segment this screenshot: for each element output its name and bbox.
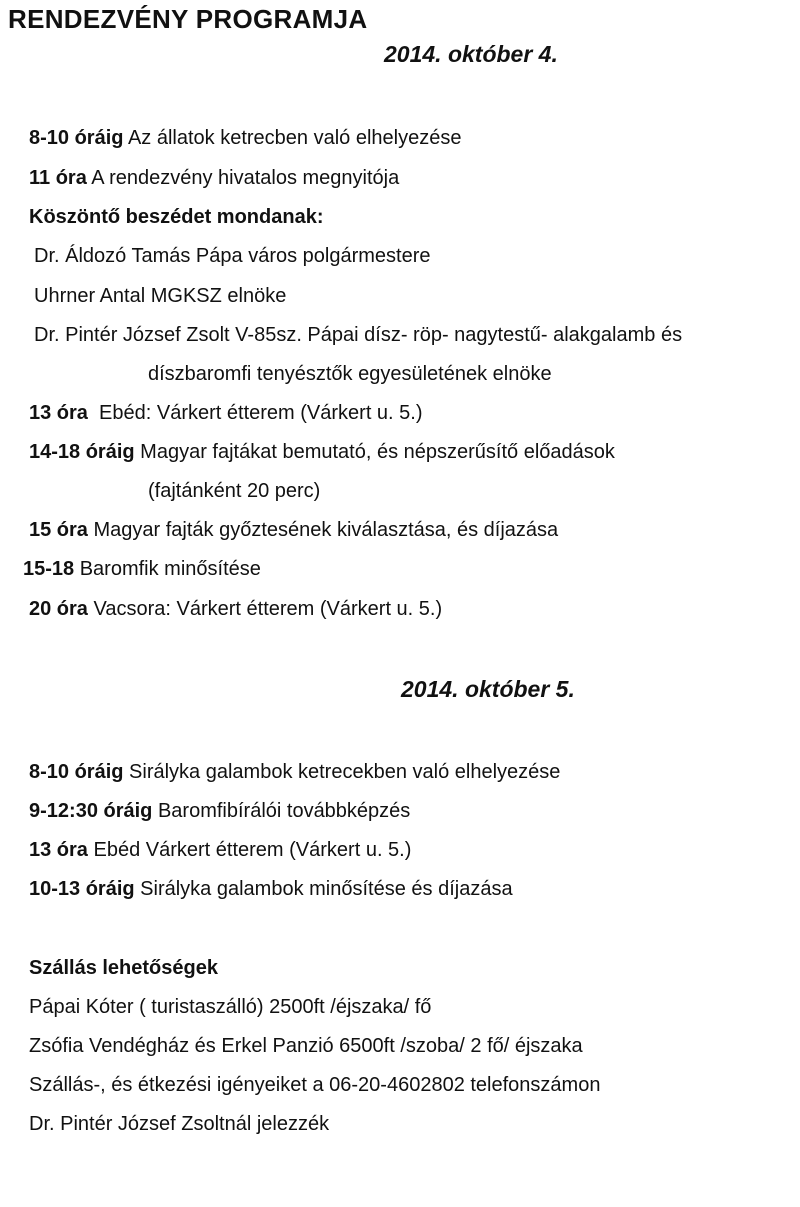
item-text: Magyar fajták győztesének kiválasztása, és díjazása — [87, 519, 559, 541]
schedule-item — [29, 166, 399, 190]
speaker-line: Uhrner Antal MGKSZ elnöke — [34, 285, 287, 307]
accommodation-heading: Szállás lehetőségek — [29, 957, 218, 979]
item-time: 8-10 óráig — [29, 761, 124, 783]
day1-date: 2014. október 4. — [384, 41, 558, 67]
accommodation-line: Szállás-, és étkezési igényeiket a 06-20-4602802 telefonszámon — [29, 1074, 601, 1096]
item-text: A rendezvény hivatalos megnyitója — [86, 167, 400, 189]
item-text: Vacsora: Várkert étterem (Várkert u. 5.) — [87, 598, 443, 620]
schedule-item — [29, 799, 410, 823]
schedule-item — [29, 760, 560, 784]
item-time: 9-12:30 óráig — [29, 800, 153, 822]
item-time: 20 óra — [29, 598, 88, 620]
item-text: Sirályka galambok ketrecekben való elhelyezése — [123, 761, 561, 783]
schedule-item — [29, 838, 411, 862]
schedule-item — [29, 401, 423, 425]
item-time: 13 óra — [29, 839, 88, 861]
item-text: Baromfibírálói továbbképzés — [152, 800, 411, 822]
item-time: 10-13 óráig — [29, 878, 135, 900]
item-text: Ebéd: Várkert étterem (Várkert u. 5.) — [87, 402, 423, 424]
schedule-item — [29, 126, 461, 150]
page-title: RENDEZVÉNY PROGRAMJA — [8, 4, 368, 34]
speakers-heading: Köszöntő beszédet mondanak: — [29, 206, 324, 228]
item-time: 13 óra — [29, 402, 88, 424]
schedule-item — [29, 877, 513, 901]
item-time: 8-10 óráig — [29, 127, 124, 149]
schedule-item — [29, 440, 615, 464]
speaker-line-cont: díszbaromfi tenyésztők egyesületének elnöke — [148, 363, 552, 385]
accommodation-line: Dr. Pintér József Zsoltnál jelezzék — [29, 1113, 330, 1135]
item-text: Magyar fajtákat bemutató, és népszerűsítő előadások — [134, 441, 615, 463]
day2-date: 2014. október 5. — [401, 676, 575, 702]
item-time: 11 óra — [29, 167, 87, 189]
schedule-item-cont: (fajtánként 20 perc) — [148, 480, 321, 502]
schedule-item — [23, 557, 261, 581]
speaker-line: Dr. Pintér József Zsolt V-85sz. Pápai dísz- röp- nagytestű- alakgalamb és — [34, 324, 683, 346]
accommodation-line: Zsófia Vendégház és Erkel Panzió 6500ft /szoba/ 2 fő/ éjszaka — [29, 1035, 583, 1057]
item-text: Sirályka galambok minősítése és díjazása — [134, 878, 513, 900]
accommodation-line: Pápai Kóter ( turistaszálló) 2500ft /éjszaka/ fő — [29, 996, 432, 1018]
item-time: 15 óra — [29, 519, 88, 541]
item-text: Ebéd Várkert étterem (Várkert u. 5.) — [87, 839, 412, 861]
item-time: 15-18 — [23, 558, 75, 580]
item-text: Az állatok ketrecben való elhelyezése — [123, 127, 462, 149]
item-time: 14-18 óráig — [29, 441, 135, 463]
speaker-line: Dr. Áldozó Tamás Pápa város polgármestere — [34, 245, 431, 267]
schedule-item — [29, 518, 558, 542]
item-text: Baromfik minősítése — [74, 558, 261, 580]
schedule-item — [29, 597, 442, 621]
